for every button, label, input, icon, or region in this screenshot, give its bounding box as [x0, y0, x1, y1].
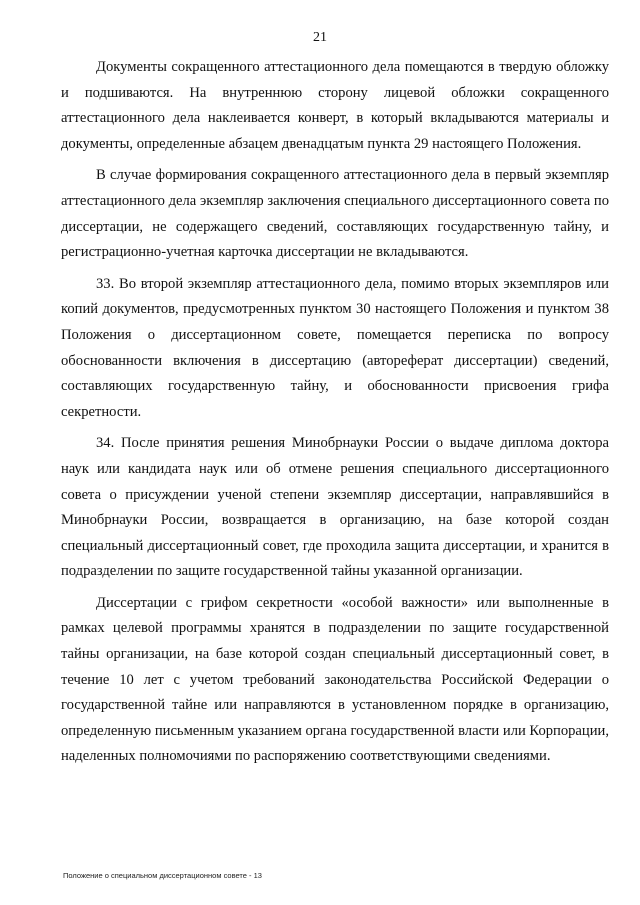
- document-body: [61, 55, 609, 770]
- paragraph-item-33: 33. Во второй экземпляр аттестационного дела, помимо вторых экземпляров или копий документов, предусмотренных пунктом 30 настоящего Положения и пунктом 38 Положения о диссертационном совете, помещается переписка по вопросу обоснованности включения в диссертацию (автореферат диссертации) сведений, составляющих государственную тайну, и обоснованности присвоения грифа секретности.: [61, 275, 609, 420]
- paragraph-first-copy: В случае формирования сокращенного аттестационного дела в первый экземпляр аттестационного дела экземпляр заключения специального диссертационного совета по диссертации, не содержащего сведений, составляющих государственную тайну, и регистрационно-учетная карточка диссертации не вкладываются.: [61, 167, 609, 261]
- paragraph-storage: Диссертации с грифом секретности «особой важности» или выполненные в рамках целевой программы хранятся в подразделении по защите государственной тайны организации, на базе которой создан специальный диссертационный совет, в течение 10 лет с учетом требований законодательства Российской Федерации о государственной тайне или направляются в установленном порядке в организацию, определенную письменным указанием органа государственной власти или Корпорации, наделенных полномочиями по распоряжению соответствующими сведениями.: [61, 594, 609, 765]
- paragraph-envelope: Документы сокращенного аттестационного дела помещаются в твердую обложку и подшиваются. На внутреннюю сторону лицевой обложки сокращенного аттестационного дела наклеивается конверт, в который вкладываются материалы и документы, определенные абзацем двенадцатым пункта 29 настоящего Положения.: [61, 59, 609, 152]
- paragraph-item-34: 34. После принятия решения Минобрнауки России о выдаче диплома доктора наук или кандидата наук или об отмене решения специального диссертационного совета о присуждении ученой степени экземпляр диссертации, направлявшийся в Минобрнауки России, возвращается в организацию, на базе которой создан специальный диссертационный совет, где проходила защита диссертации, и хранится в подразделении по защите государственной тайны указанной организации.: [61, 435, 609, 580]
- page-number: 21: [313, 30, 327, 45]
- footer-note: Положение о специальном диссертационном совете - 13: [63, 871, 262, 880]
